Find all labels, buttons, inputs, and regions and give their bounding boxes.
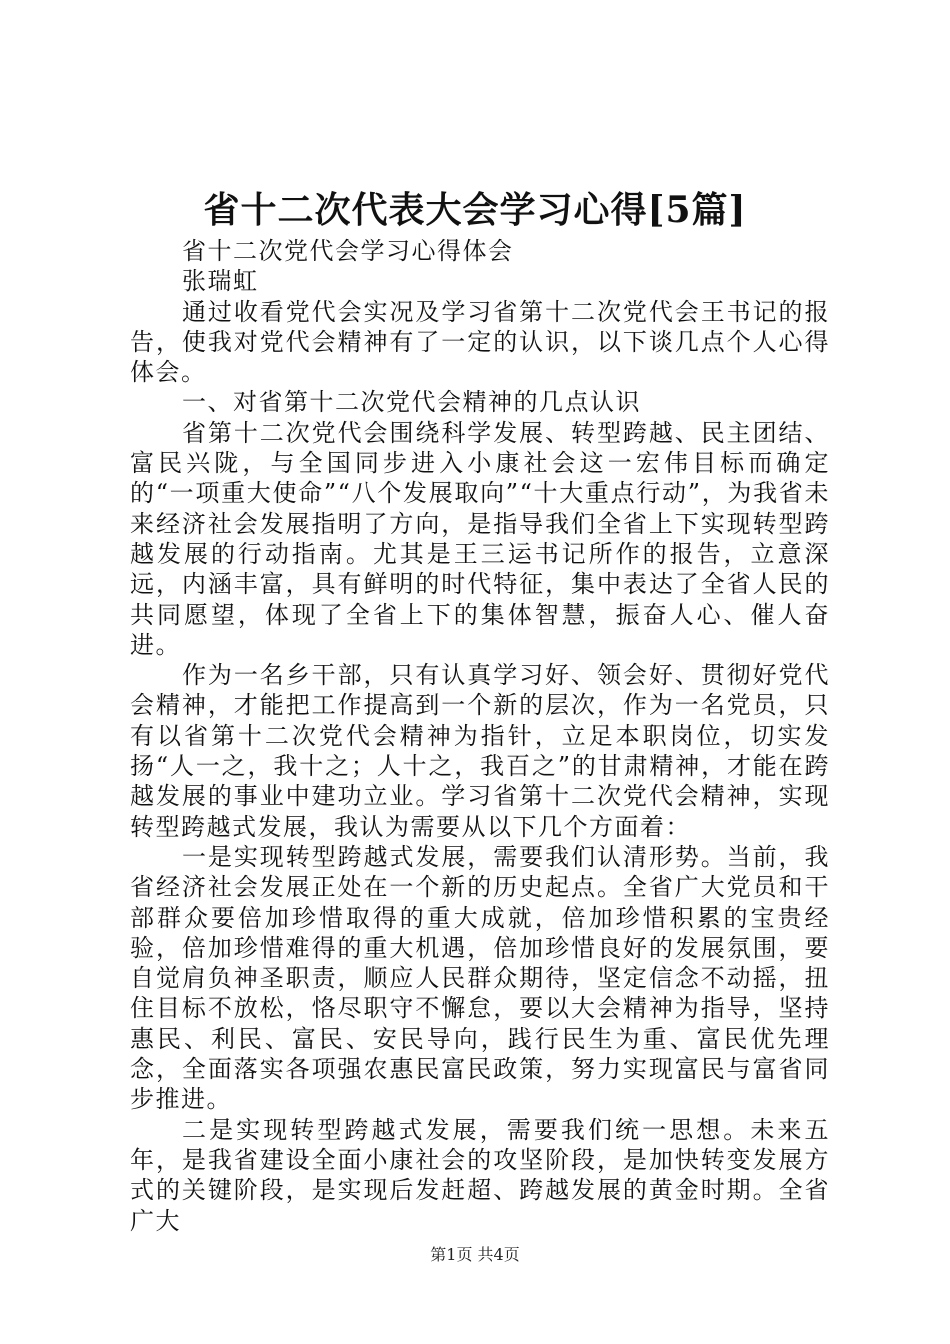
- document-title: 省十二次代表大会学习心得[5篇]: [203, 189, 747, 231]
- paragraph-subtitle: 省十二次党代会学习心得体会: [182, 237, 514, 265]
- paragraph-author: 张瑞虹: [182, 267, 259, 296]
- paragraph-body: 二是实现转型跨越式发展，需要我们统一思想。未来五年，是我省建设全面小康社会的攻坚阶段，是加快转变发展方式的关键阶段，是实现后发赶超、跨越发展的黄金时期。全省广大: [130, 1115, 830, 1235]
- paragraph-intro: 通过收看党代会实况及学习省第十二次党代会王书记的报告，使我对党代会精神有了一定的认识，以下谈几点个人心得体会。: [130, 297, 830, 387]
- paragraph-body: 省第十二次党代会围绕科学发展、转型跨越、民主团结、富民兴陇，与全国同步进入小康社会这一宏伟目标而确定的“一项重大使命”“八个发展取向”“十大重点行动”，为我省未来经济社会发展指明了方向，是指导我们全省上下实现转型跨越发展的行动指南。尤其是王三运书记所作的报告，立意深远，内涵丰富，具有鲜明的时代特征，集中表达了全省人民的共同愿望，体现了全省上下的集体智慧，振奋人心、催人奋进。: [130, 418, 830, 659]
- paragraph-section-heading: 一、对省第十二次党代会精神的几点认识: [182, 388, 641, 417]
- paragraph-body: 一是实现转型跨越式发展，需要我们认清形势。当前，我省经济社会发展正处在一个新的历史起点。全省广大党员和干部群众要倍加珍惜取得的重大成就，倍加珍惜积累的宝贵经验，倍加珍惜难得的重大机遇，倍加珍惜良好的发展氛围，要自觉肩负神圣职责，顺应人民群众期待，坚定信念不动摇，扭住目标不放松，恪尽职守不懈怠，要以大会精神为指导，坚持惠民、利民、富民、安民导向，践行民生为重、富民优先理念，全面落实各项强农惠民富民政策，努力实现富民与富省同步推进。: [130, 842, 830, 1114]
- page-footer: 第1页 共4页: [430, 1245, 520, 1264]
- document-body: [130, 236, 830, 1236]
- paragraph-body: 作为一名乡干部，只有认真学习好、领会好、贯彻好党代会精神，才能把工作提高到一个新的层次，作为一名党员，只有以省第十二次党代会精神为指针，立足本职岗位，切实发扬“人一之，我十之；人十之，我百之”的甘肃精神，才能在跨越发展的事业中建功立业。学习省第十二次党代会精神，实现转型跨越式发展，我认为需要从以下几个方面着：: [130, 661, 830, 841]
